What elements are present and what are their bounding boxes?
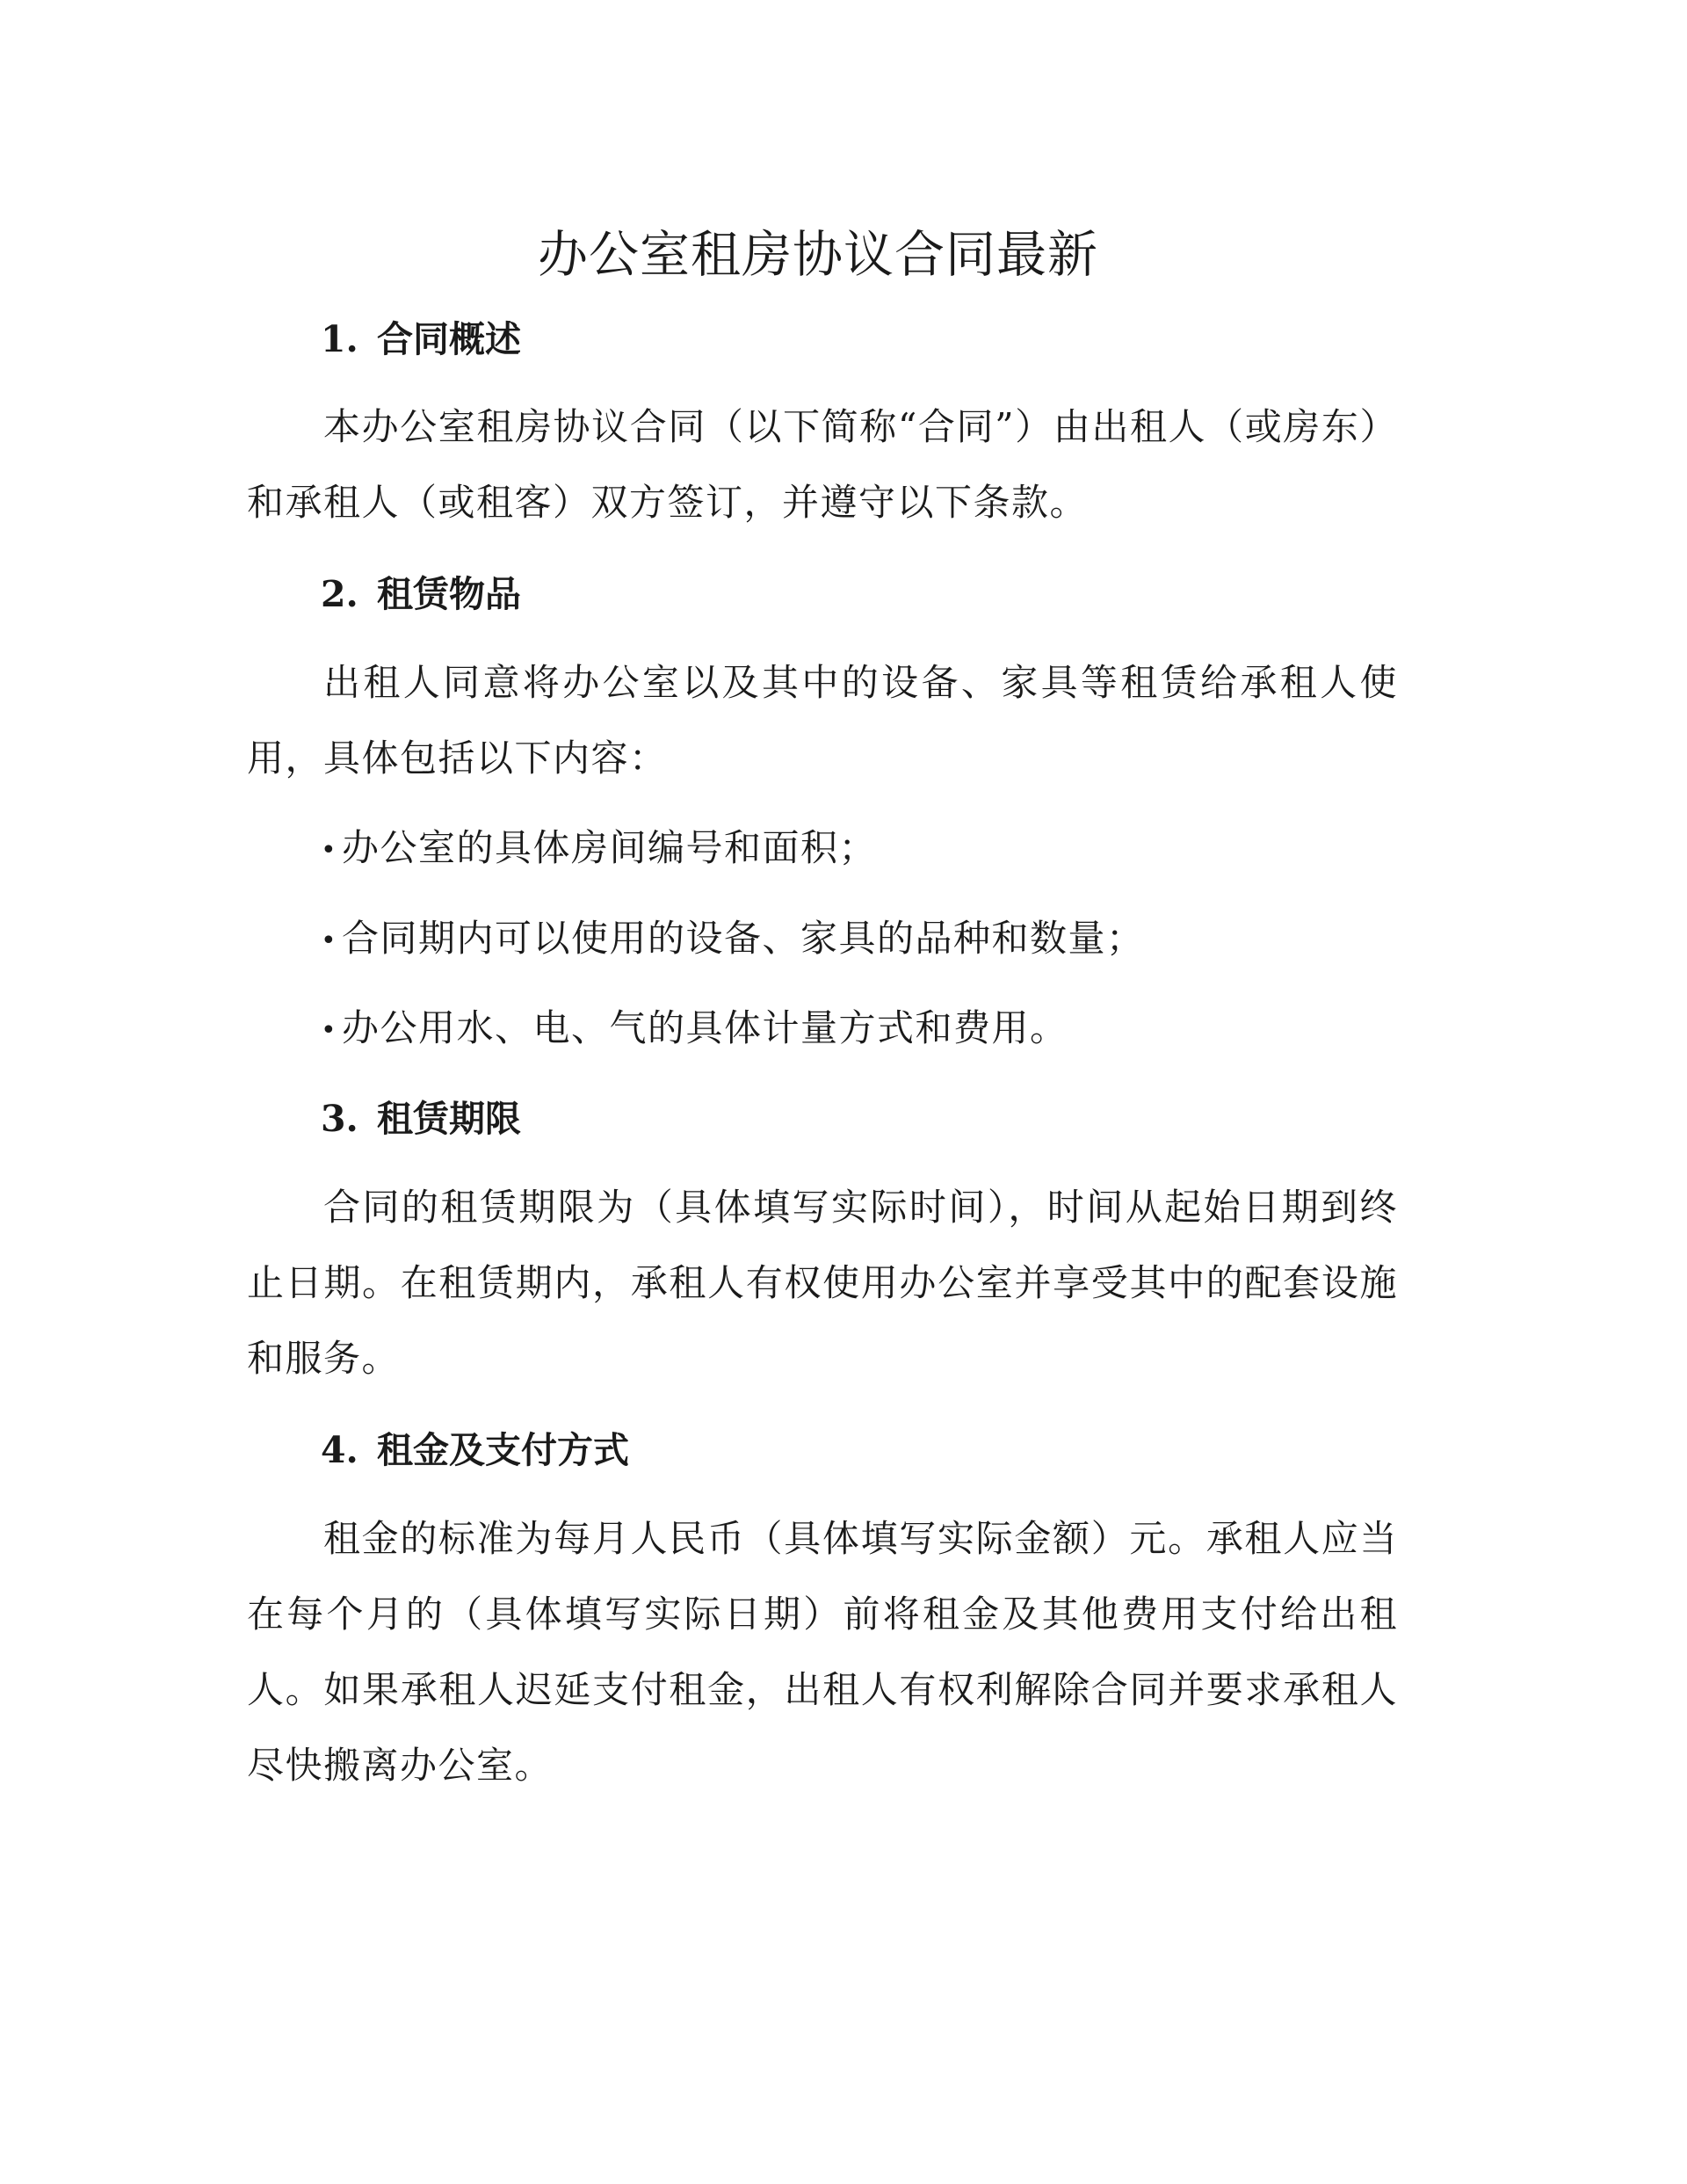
paragraph: 合同的租赁期限为（具体填写实际时间），时间从起始日期到终止日期。在租赁期内，承租人有权使用办公室并享受其中的配套设施和服务。 xyxy=(247,1186,1398,1380)
list-item xyxy=(321,822,877,877)
list-item-text: 合同期内可以使用的设备、家具的品种和数量； xyxy=(342,917,1145,960)
section-number: 1. xyxy=(321,318,358,360)
section-title: 合同概述 xyxy=(377,318,521,360)
section-heading xyxy=(321,568,521,620)
paragraph: 出租人同意将办公室以及其中的设备、家具等租赁给承租人使用，具体包括以下内容： xyxy=(247,661,1398,780)
section-title: 租赁期限 xyxy=(377,1098,521,1140)
paragraph: 租金的标准为每月人民币（具体填写实际金额）元。承租人应当在每个月的（具体填写实际日期）前将租金及其他费用支付给出租人。如果承租人迟延支付租金，出租人有权利解除合同并要求承租人尽快搬离办公室。 xyxy=(247,1517,1398,1787)
list-item xyxy=(321,912,1145,968)
section-number: 2. xyxy=(321,573,358,615)
section-heading xyxy=(321,313,521,366)
section-title: 租赁物品 xyxy=(377,573,521,615)
section-heading xyxy=(321,1424,629,1477)
list-item-text: 办公用水、电、气的具体计量方式和费用。 xyxy=(342,1006,1068,1049)
section-title: 租金及支付方式 xyxy=(377,1429,629,1471)
section-number: 4. xyxy=(321,1429,358,1471)
bullet-icon: • xyxy=(321,1015,338,1046)
list-item xyxy=(321,1002,1068,1057)
list-item-text: 办公室的具体房间编号和面积； xyxy=(342,826,878,869)
paragraph: 本办公室租房协议合同（以下简称“合同”）由出租人（或房东）和承租人（或租客）双方签订，并遵守以下条款。 xyxy=(247,405,1398,524)
section-number: 3. xyxy=(321,1098,358,1140)
bullet-icon: • xyxy=(321,925,338,956)
document-title: 办公室租房协议合同最新 xyxy=(538,226,1098,284)
bullet-icon: • xyxy=(321,835,338,866)
section-heading xyxy=(321,1092,521,1145)
